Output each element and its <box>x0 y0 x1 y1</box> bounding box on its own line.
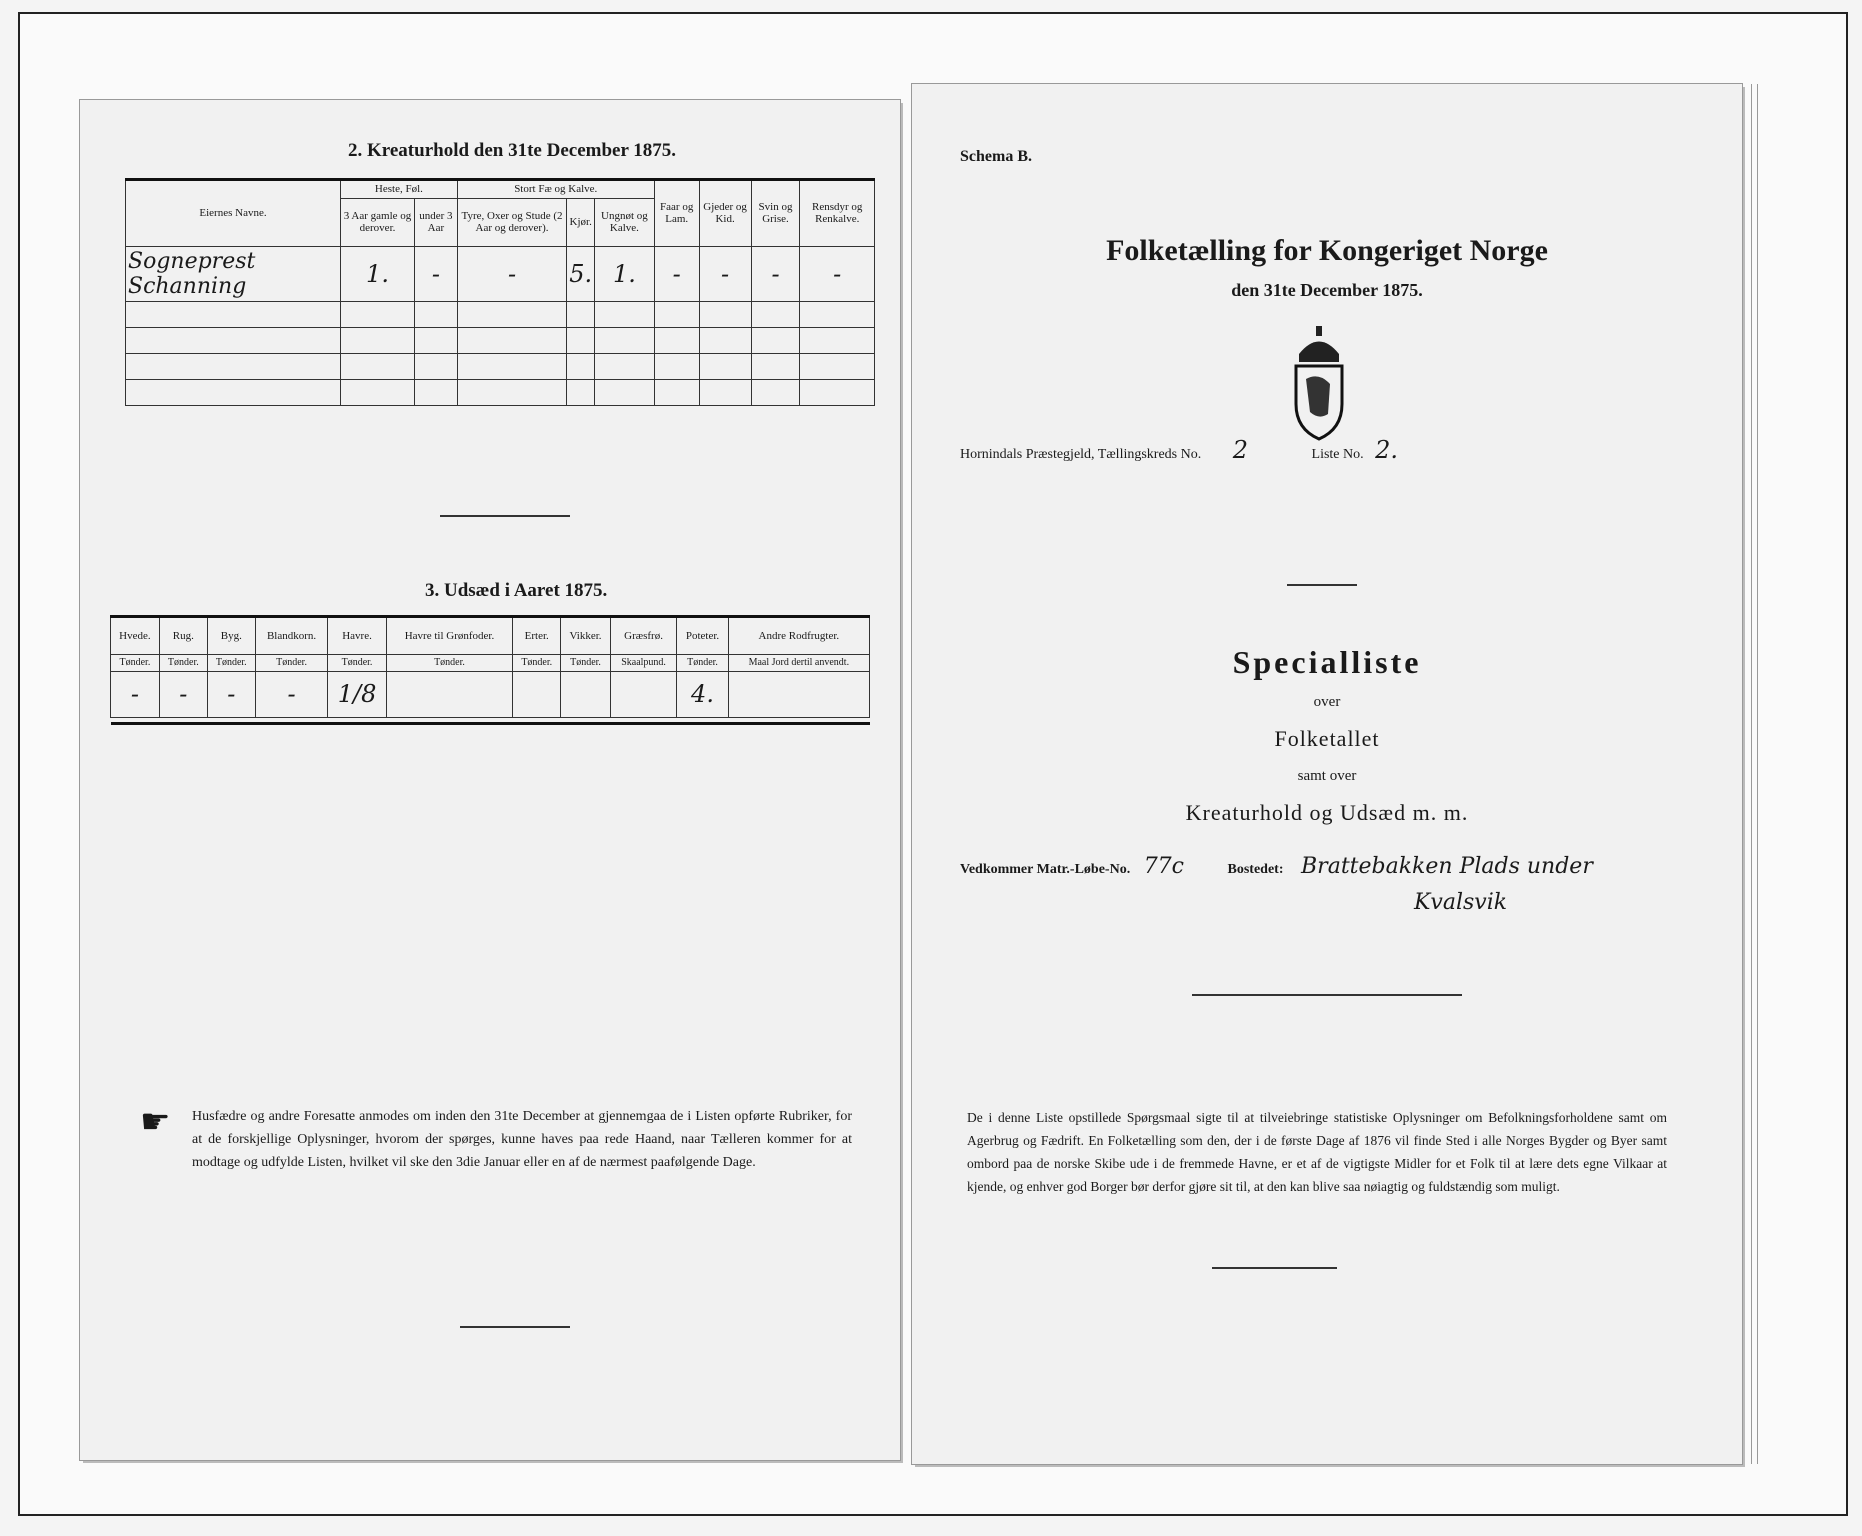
seed-value: 1/8 <box>328 671 386 717</box>
divider <box>440 515 570 517</box>
cell-storfe-a: - <box>457 246 566 301</box>
table-row <box>126 301 875 327</box>
seed-value: - <box>159 671 207 717</box>
col-heste-b: under 3 Aar <box>415 198 458 246</box>
seed-col-head: Poteter. <box>677 617 728 655</box>
seed-col-unit: Tønder. <box>561 655 611 672</box>
cell-heste-b: - <box>415 246 458 301</box>
seed-col-unit: Tønder. <box>255 655 328 672</box>
matr-label: Vedkommer Matr.-Løbe-No. <box>960 862 1131 877</box>
seed-col-head: Hvede. <box>111 617 160 655</box>
specialliste-heading: Specialliste <box>1232 644 1422 680</box>
col-storfe-c: Ungnøt og Kalve. <box>595 198 655 246</box>
prestegjeld-label: Hornindals Præstegjeld, Tællingskreds No. <box>960 447 1202 462</box>
kreds-no: 2 <box>1232 436 1249 464</box>
table-row <box>126 327 875 353</box>
seed-value <box>561 671 611 717</box>
seed-col-head: Byg. <box>207 617 255 655</box>
seed-value: - <box>207 671 255 717</box>
seed-col-head: Erter. <box>513 617 561 655</box>
kreaturhold-label: Kreaturhold og Udsæd m. m. <box>1185 800 1469 825</box>
col-svin: Svin og Grise. <box>751 180 800 247</box>
cell-ungnot: 1. <box>595 246 655 301</box>
col-heste-a: 3 Aar gamle og derover. <box>341 198 415 246</box>
seed-col-unit: Tønder. <box>207 655 255 672</box>
bosted-label: Bostedet: <box>1227 862 1284 877</box>
seed-col-unit: Tønder. <box>111 655 160 672</box>
col-owner: Eiernes Navne. <box>126 180 341 247</box>
table-row <box>111 671 870 717</box>
seed-col-head: Havre til Grønfoder. <box>386 617 513 655</box>
seed-value: - <box>111 671 160 717</box>
matr-line <box>960 854 1593 879</box>
owner-name: Sogneprest Schanning <box>126 246 341 301</box>
col-heste: Heste, Føl. <box>341 180 458 199</box>
seed-value <box>728 671 869 717</box>
seed-col-head: Vikker. <box>561 617 611 655</box>
seed-value <box>386 671 513 717</box>
seed-col-unit: Skaalpund. <box>610 655 677 672</box>
seed-col-unit: Tønder. <box>386 655 513 672</box>
col-storfe: Stort Fæ og Kalve. <box>457 180 654 199</box>
seed-value <box>610 671 677 717</box>
table-row <box>126 379 875 405</box>
footer-note: De i denne Liste opstillede Spørgsmaal sigte til at tilveiebringe statistiske Oplysninger om Befolkningsforholdene samt om Agerbrug og Fædrift. En Folketælling som den, der i de første Dage af 1876 vil finde Sted i alle Norges Bygder og Byer samt ombord paa de norske Skibe ude i de fremmede Havne, er et af de vigtigste Midler for et Folk til at lære dets egne Vilkaar at kjende, og enhver god Borger bør derfor gjøre sit til, at den kan blive saa nøiagtig og fuldstændig som muligt. <box>967 1110 1667 1194</box>
seed-col-head: Rug. <box>159 617 207 655</box>
seed-col-unit: Tønder. <box>159 655 207 672</box>
section3-title: 3. Udsæd i Aaret 1875. <box>425 580 608 601</box>
col-rensdyr: Rensdyr og Renkalve. <box>800 180 875 247</box>
divider <box>1212 1267 1337 1269</box>
col-faar: Faar og Lam. <box>654 180 699 247</box>
divider <box>1192 994 1462 996</box>
left-page <box>80 100 900 1460</box>
seed-col-unit: Maal Jord dertil anvendt. <box>728 655 869 672</box>
seed-col-unit: Tønder. <box>513 655 561 672</box>
seed-col-head: Græsfrø. <box>610 617 677 655</box>
seed-col-head: Havre. <box>328 617 386 655</box>
cell-heste-a: 1. <box>341 246 415 301</box>
seed-table <box>110 615 870 725</box>
col-storfe-b: Kjør. <box>567 198 595 246</box>
over-label: over <box>1313 694 1341 710</box>
pointing-hand-icon: ☛ <box>140 1104 171 1141</box>
livestock-table <box>125 178 875 406</box>
table-row <box>126 353 875 379</box>
liste-no: 2. <box>1375 436 1399 464</box>
census-title: Folketælling for Kongeriget Norge <box>1106 234 1548 267</box>
seed-col-head: Blandkorn. <box>255 617 328 655</box>
seed-col-unit: Tønder. <box>328 655 386 672</box>
table-row <box>126 246 875 301</box>
section2-title: 2. Kreaturhold den 31te December 1875. <box>348 140 677 161</box>
seed-col-unit: Tønder. <box>677 655 728 672</box>
liste-label: Liste No. <box>1311 447 1364 462</box>
col-gjeder: Gjeder og Kid. <box>699 180 751 247</box>
folketallet-label: Folketallet <box>1274 726 1380 751</box>
schema-label: Schema B. <box>960 148 1032 165</box>
seed-value: - <box>255 671 328 717</box>
divider <box>1287 584 1357 586</box>
matr-no: 77c <box>1143 854 1185 879</box>
instruction-note: Husfædre og andre Foresatte anmodes om inden den 31te December at gjennemgaa de i Listen opførte Rubriker, for at de forskjellige Oplysninger, hvorom der spørges, kunne haves paa rede Haand, naar Tælleren kommer for at modtage og udfylde Listen, hvilket vil ske den 3die Januar eller en af de nærmest paafølgende Dage. <box>192 1109 852 1170</box>
seed-value <box>513 671 561 717</box>
cell-rensdyr: - <box>800 246 875 301</box>
divider <box>460 1326 570 1328</box>
cell-kjor: 5. <box>567 246 595 301</box>
coat-of-arms-icon <box>1284 324 1354 449</box>
census-date: den 31te December 1875. <box>1231 280 1423 300</box>
seed-value: 4. <box>677 671 728 717</box>
cell-svin: - <box>751 246 800 301</box>
col-storfe-a: Tyre, Oxer og Stude (2 Aar og derover). <box>457 198 566 246</box>
right-page <box>912 84 1742 1464</box>
samt-over-label: samt over <box>1297 768 1357 784</box>
seed-col-head: Andre Rodfrugter. <box>728 617 869 655</box>
prestegjeld-line <box>960 436 1398 464</box>
bosted-value-2: Kvalsvik <box>1414 890 1508 915</box>
cell-gjeder: - <box>699 246 751 301</box>
bosted-value-1: Brattebakken Plads under <box>1301 854 1593 879</box>
cell-faar: - <box>654 246 699 301</box>
